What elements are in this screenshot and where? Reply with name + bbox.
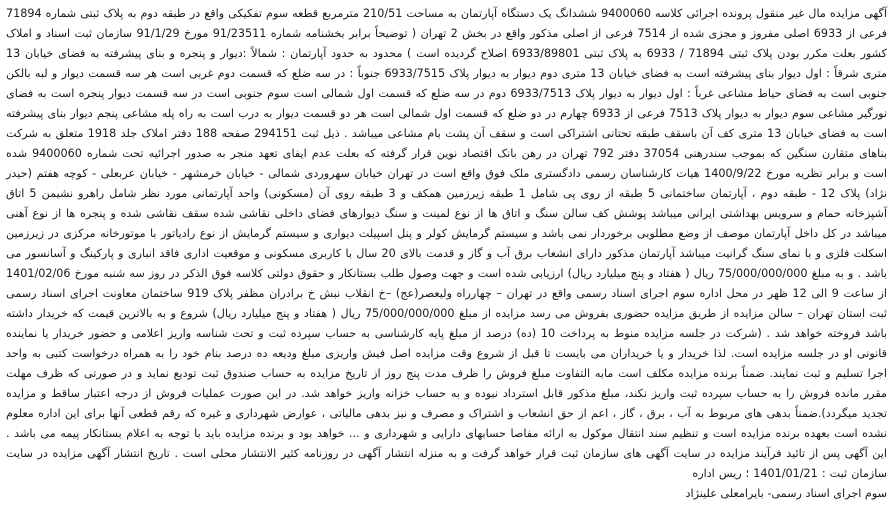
auction-notice-body: آگهی مزایده مال غیر منقول پرونده اجرائی کلاسه 9400060 ششدانگ یک دستگاه آپارتمان به مساحت 210/51 مترمربع قطعه سوم تفکیکی واقع در طبقه دوم به پلاک ثبتی شماره 71894 فرعی از 6933 اصلی مفروز و مجزی شده از 7514 فرعی از اصلی مذکور واقع در بخش 2 تهران ( توضیحاً برابر بخشنامه شماره 91/23511 مورخ 91/1/29 سازمان ثبت اسناد و املاک کشور بعلت مکرر بودن پلاک ثبتی 71894 / 6933 به پلاک ثبتی 6933/89801 اصلاح گردیده است ) محدود به حدود آپارتمان : شمالاً :دیوار و پنجره و بنای پیشرفته به فضای خیابان 13 متری شرقاً : اول دیوار بنای پیشرفته است به فضای خیابان 13 متری دوم دیوار به دیوار پلاک 6933/7515 جنوباً : در سه ضلع که قسمت دوم غربی است هر سه قسمت دیوار و لبه بالکن جنوبی است به فضای حیاط مشاعی غرباً : اول دیوار به دیوار پلاک 6933/7513 دوم در سه ضلع که قسمت اول شمالی است سوم جنوبی است در سه قسمت دیوار پنجره است به فضای نورگیر مشاعی سوم دیوار به دیوار پلاک 7513 فرعی از 6933 چهارم در دو ضلع که قسمت اول شمالی است هر دو قسمت دیوار به درب است به راه پله مشاعی پنجم دیوار بنای پیشرفته است به فضای خیابان 13 متری کف آن باسقف طبقه تحتانی اشتراکی است و سقف آن پشت بام مشاعی میباشد . ذیل ثبت 294151 صفحه 188 دفتر املاک جلد 1918 متعلق به شرکت بناهای متقارن سنگین که بموجب سندرهنی 37054 دفتر 792 تهران در رهن بانک اقتصاد نوین قرار گرفته که بعلت عدم ایفای تعهد منجر به صدور اجرائیه تحت شماره 9400060 شده است و برابر نظریه مورخ 1400/9/22 هیات کارشناسان رسمی دادگستری ملک فوق واقع است در تهران خیابان سهروردی شمالی - خیابان خرمشهر - خیابان عربعلی - کوچه هفتم (حیدر نژاد) پلاک 12 - طبقه دوم ، آپارتمان ساختمانی 5 طبقه از روی پی شامل 1 طبقه زیرزمین همکف و 3 طبقه روی آن (مسکونی) واحد آپارتمانی مورد نظر شامل راهرو نشیمن 5 اتاق آشپزخانه حمام و سرویس بهداشتی ایرانی میباشد پوشش کف سالن سنگ و اتاق ها از نوع لمینت و سنگ دیوارهای فضای داخلی نقاشی شده سقف نقاشی شده و پنجره ها از نوع آهنی میباشد در کل داخل آپارتمان موصف از وضع مطلوبی برخوردار نمی باشد و سیستم گرمایش کولر و پنل اسپیلت دیواری و سیستم گرمایش از نوع رادیاتور با موتورخانه مرکزی در زیرزمین اسکلت فلزی و با نمای سنگ گرانیت میباشد آپارتمان مذکور دارای انشعاب برق آب و گاز و قدمت بالای 20 سال با کاربری مسکونی و موقعیت اداری فاقد انباری و پارکینگ و آسانسور می باشد . و به مبلغ 75/000/000/000 ریال ( هفتاد و پنج میلیارد ریال) ارزیابی شده است و جهت وصول طلب بستانکار و حقوق دولتی کلاسه فوق الذکر در روز سه شنبه مورخ 1401/02/06 از ساعت 9 الی 12 ظهر در محل اداره سوم اجرای اسناد رسمی واقع در تهران – چهارراه ولیعصر(عج) –خ انقلاب نبش خ برادران مظفر پلاک 919 ساختمان معاونت اجرای اسناد رسمی ثبت استان تهران – سالن مزایده از طریق مزایده حضوری بفروش می رسد مزایده از مبلغ 75/000/000/000 ریال ( هفتاد و پنج میلیارد ریال) شروع و به بالاترین قیمت که خریدار داشته باشد فروخته خواهد شد . (شرکت در جلسه مزایده منوط به پرداخت 10 (ده) درصد از مبلغ پایه کارشناسی به حساب سپرده ثبت و تحت شناسه واریز اعلامی و حضور خریدار یا نماینده قانونی او در جلسه مزایده است. لذا خریدار و یا خریداران می بایست تا قبل از شروع وقت مزایده اصل فیش واریزی مبلغ ودیعه ده درصد بنام خود را به همراه درخواست کتبی به واحد اجرا تسلیم و ثبت نمایند. ضمناً برنده مزایده مکلف است مابه التفاوت مبلغ فروش را ظرف مدت پنج روز از تاریخ مزایده به حساب صندوق ثبت تودیع نماید و در صورتی که ظرف مهلت مقرر مانده فروش را به حساب سپرده ثبت واریز نکند، مبلغ مذکور قابل استرداد نبوده و به حساب خزانه واریز خواهد شد. در این صورت عملیات فروش از درجه اعتبار ساقط و مزایده تجدید میگردد).ضمناً بدهی های مربوط به آب ، برق ، گاز ، اعم از حق انشعاب و اشتراک و مصرف و نیز بدهی مالیاتی ، عوارض شهرداری و غیره که رقم قطعی آنها برای این اداره معلوم نشده است بعهده برنده مزایده است و تنظیم سند انتقال موکول به ارائه مفاصا حسابهای دارایی و شهرداری و ... خواهد بود و برنده مزایده باید با توجه به اعلام بستانکار پیمه می باشد . این آگهی پس از تائید فرآیند مزایده در سایت آگهی های سازمان ثبت قرار خواهد گرفت و به منزله انتشار آگهی در روزنامه کثیر الانتشار محلی است . تاریخ انتشار آگهی مزایده در سایت سازمان ثبت : 1401/01/21 ؛ ریس اداره [6,7,888,480]
notice-signature-line: سوم اجرای اسناد رسمی- بایرامعلی علینژاد [685,487,887,500]
